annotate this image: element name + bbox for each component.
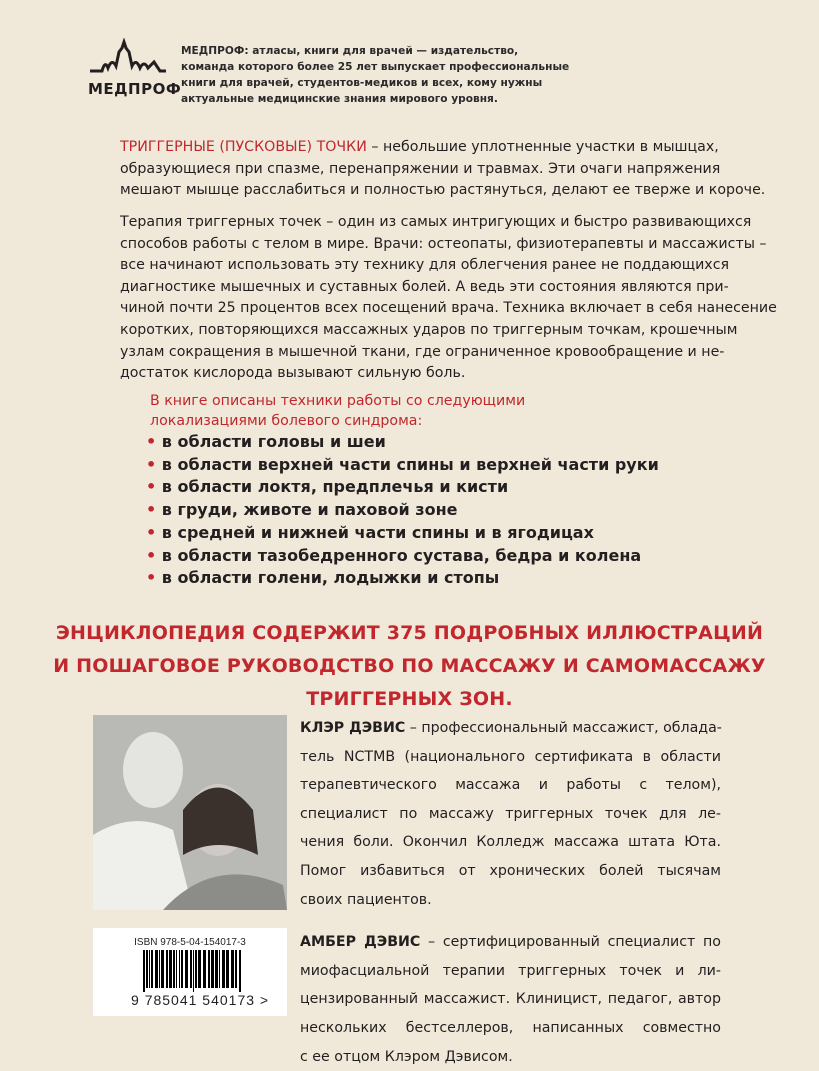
line: способов работы с телом в мире. Врачи: остеопаты, физиотерапевты и массажисты –: [120, 235, 767, 252]
barcode-bar: [149, 950, 150, 988]
barcode-bar: [203, 950, 206, 988]
list-item: • в области головы и шеи: [146, 431, 659, 454]
barcode-bar: [159, 950, 160, 988]
authors-photo: [93, 715, 287, 910]
barcode-bar: [179, 950, 180, 988]
line: с ее отцом Клэром Дэвисом.: [300, 1048, 513, 1065]
author-name: АМБЕР ДЭВИС: [300, 934, 421, 951]
barcode-bar: [215, 950, 218, 988]
techniques-list: [146, 431, 659, 590]
list-item: • в груди, животе и паховой зоне: [146, 499, 659, 522]
intro-paragraph: [120, 137, 766, 202]
barcode-bar: [151, 950, 153, 988]
line: книги для врачей, студентов-медиков и всех, кому нужны: [181, 77, 543, 89]
author-bios: [300, 714, 721, 1071]
barcode-bars: [143, 950, 243, 992]
line: диагностике мышечных и суставных болей. А ведь эти состояния являются при-: [120, 278, 729, 295]
line: чиной почти 25 процентов всех посещений врача. Техника включает в себя нанесение: [120, 300, 777, 317]
barcode-bar: [193, 950, 194, 992]
line: локализациями болевого синдрома:: [150, 413, 423, 429]
author-name: КЛЭР ДЭВИС: [300, 720, 406, 736]
barcode-bar: [219, 950, 220, 988]
line: ТРИГГЕРНЫХ ЗОН.: [306, 688, 513, 710]
barcode-bar: [185, 950, 188, 988]
line: И ПОШАГОВОЕ РУКОВОДСТВО ПО МАССАЖУ И САМОМАССАЖУ: [53, 655, 766, 677]
line: цензированный массажист. Клиницист, педагог, автор: [300, 991, 721, 1008]
line: миофасциальной терапии триггерных точек и ли-: [300, 962, 721, 979]
barcode-bar: [146, 950, 148, 988]
barcode-bar: [211, 950, 214, 988]
list-item: • в средней и нижней части спины и в ягодицах: [146, 522, 659, 545]
barcode-bar: [239, 950, 241, 992]
barcode-bar: [173, 950, 175, 988]
barcode-bar: [208, 950, 210, 988]
author-bio-amber: [300, 928, 721, 1071]
therapy-paragraph: [120, 212, 777, 385]
techniques-intro: [150, 391, 525, 431]
barcode-bar: [235, 950, 237, 988]
line: достаток кислорода вызывают сильную боль.: [120, 365, 466, 382]
line: ЭНЦИКЛОПЕДИЯ СОДЕРЖИТ 375 ПОДРОБНЫХ ИЛЛЮСТРАЦИЙ: [55, 622, 764, 644]
line: узлам сокращения в мышечной ткани, где ограниченное кровообращение и не-: [120, 343, 725, 360]
barcode-bar: [176, 950, 177, 988]
line: своих пациентов.: [300, 891, 432, 908]
line: чения боли. Окончил Колледж массажа штата Юта.: [300, 834, 721, 851]
line: [120, 137, 719, 159]
line: Помог избавиться от хронических болей тысячам: [300, 862, 721, 879]
line: мешают мышце расслабиться и полностью растянуться, делают ее тверже и короче.: [120, 182, 766, 198]
barcode-bar: [195, 950, 197, 988]
digits-right: 540173: [202, 992, 256, 1008]
line: нескольких бестселлеров, написанных совместно: [300, 1019, 721, 1036]
list-item: • в области локтя, предплечья и кисти: [146, 476, 659, 499]
barcode-bar: [155, 950, 158, 988]
line: терапевтического массажа и работы с телом),: [300, 777, 721, 794]
line: команда которого более 25 лет выпускает профессиональные: [181, 61, 570, 73]
line: образующиеся при спазме, перенапряжении и травмах. Эти очаги напряжения: [120, 160, 721, 177]
line-text: – сертифицированный специалист по: [420, 934, 721, 951]
line: все начинают использовать эту технику для облегчения ранее не поддающихся: [120, 257, 730, 274]
publisher-logo: [88, 38, 182, 98]
list-item: • в области тазобедренного сустава, бедра и колена: [146, 545, 659, 568]
list-item: • в области верхней части спины и верхней части руки: [146, 454, 659, 477]
barcode-bar: [181, 950, 183, 988]
publisher-description: [181, 43, 569, 107]
line: коротких, повторяющихся массажных ударов по триггерным точкам, крошечным: [120, 321, 738, 338]
barcode-digits: [131, 992, 269, 1008]
barcode-bar: [222, 950, 225, 988]
list-item: • в области голени, лодыжки и стопы: [146, 567, 659, 590]
isbn-barcode: [93, 928, 287, 1016]
quiet-zone-arrow: >: [259, 992, 270, 1008]
barcode-bar: [226, 950, 229, 988]
headline: [0, 617, 819, 716]
term-highlight: ТРИГГЕРНЫЕ (ПУСКОВЫЕ) ТОЧКИ: [120, 139, 367, 155]
barcode-bar: [231, 950, 234, 988]
line: [300, 714, 721, 743]
skyline-icon: [88, 38, 168, 74]
barcode-bar: [190, 950, 192, 988]
line: специалист по массажу триггерных точек для ле-: [300, 805, 721, 822]
barcode-bar: [198, 950, 201, 988]
line-text: – небольшие уплотненные участки в мышцах,: [366, 139, 719, 155]
line: МЕДПРОФ: атласы, книги для врачей — издательство,: [181, 45, 519, 57]
barcode-bar: [161, 950, 164, 988]
line: актуальные медицинские знания мирового уровня.: [181, 93, 498, 105]
line: [300, 928, 721, 957]
line: тель NCTMB (национального сертификата в области: [300, 748, 721, 765]
authors-photo-image: [93, 715, 287, 910]
barcode-bar: [166, 950, 168, 988]
line-text: – профессиональный массажист, облада-: [405, 720, 722, 736]
barcode-bar: [143, 950, 145, 992]
author-bio-claire: [300, 714, 721, 914]
isbn-text: ISBN 978-5-04-154017-3: [134, 937, 246, 948]
line: Терапия триггерных точек – один из самых интригующих и быстро развивающихся: [120, 214, 752, 230]
digit-first: 9: [131, 992, 140, 1008]
barcode-bar: [169, 950, 172, 988]
line: В книге описаны техники работы со следующими: [150, 393, 526, 409]
logo-name: МЕДПРОФ: [88, 80, 182, 98]
digits-left: 785041: [144, 992, 198, 1008]
